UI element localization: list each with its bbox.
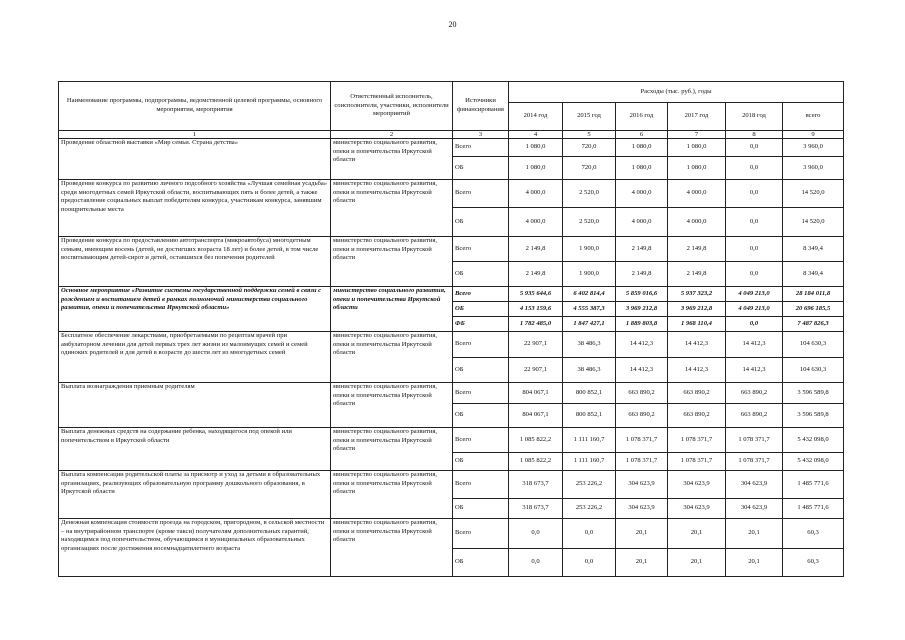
table-row [59, 237, 844, 262]
total-value: 7 487 826,3 [783, 317, 844, 332]
column-index: 4 [509, 131, 563, 139]
funding-source: ОБ [453, 157, 509, 180]
year-value: 4 000,0 [616, 180, 668, 208]
total-value: 1 485 771,6 [783, 471, 844, 499]
year-value: 2 149,8 [509, 237, 563, 262]
year-value: 800 852,1 [563, 383, 616, 404]
header-year: 2014 год [509, 103, 563, 131]
year-value: 14 412,3 [616, 358, 668, 383]
year-value: 2 149,8 [668, 237, 726, 262]
funding-source: Всего [453, 519, 509, 549]
year-value: 663 890,2 [726, 404, 783, 428]
year-value: 0,0 [726, 157, 783, 180]
year-value: 1 900,0 [563, 262, 616, 287]
year-value: 3 969 212,8 [668, 302, 726, 317]
funding-source: ОБ [453, 404, 509, 428]
total-value: 20 696 185,5 [783, 302, 844, 317]
column-index: 2 [331, 131, 453, 139]
year-value: 5 859 016,6 [616, 287, 668, 302]
responsible-executor: министерство социального развития, опеки и попечительства Иркутской области [331, 519, 453, 577]
year-value: 1 080,0 [509, 139, 563, 157]
year-value: 304 623,9 [726, 471, 783, 499]
year-value: 1 078 371,7 [668, 428, 726, 453]
year-value: 720,0 [563, 139, 616, 157]
year-value: 0,0 [563, 549, 616, 577]
responsible-executor: министерство социального развития, опеки и попечительства Иркутской области [331, 332, 453, 383]
year-value: 2 520,0 [563, 180, 616, 208]
budget-table [58, 81, 844, 577]
year-value: 1 968 110,4 [668, 317, 726, 332]
total-value: 60,3 [783, 549, 844, 577]
year-value: 20,1 [616, 519, 668, 549]
funding-source: ОБ [453, 453, 509, 471]
year-value: 4 153 159,6 [509, 302, 563, 317]
year-value: 663 890,2 [668, 404, 726, 428]
year-value: 253 226,2 [563, 471, 616, 499]
table-row [59, 519, 844, 549]
year-value: 14 412,3 [616, 332, 668, 358]
year-value: 304 623,9 [616, 499, 668, 519]
year-value: 0,0 [726, 208, 783, 237]
total-value: 3 960,0 [783, 139, 844, 157]
year-value: 3 969 212,8 [616, 302, 668, 317]
year-value: 663 890,2 [616, 404, 668, 428]
year-value: 4 000,0 [616, 208, 668, 237]
year-value: 14 412,3 [668, 332, 726, 358]
year-value: 0,0 [726, 180, 783, 208]
year-value: 804 067,1 [509, 383, 563, 404]
header-name: Наименование программы, подпрограммы, ведомственной целевой программы, основного мероприятия, мероприятия [59, 82, 331, 131]
funding-source: ОБ [453, 262, 509, 287]
year-value: 1 080,0 [616, 157, 668, 180]
column-index: 7 [668, 131, 726, 139]
column-index: 6 [616, 131, 668, 139]
activity-name: Проведение областной выставки «Мир семьи. Страна детства» [59, 139, 331, 180]
activity-name: Денежная компенсация стоимости проезда на городском, пригородном, в сельской местности – на внутрирайонном транспорте (кроме такси) получателям дополнительных гарантий, находящимся под попечительством, обучающимся в муниципальных образовательных организациях после достижения восемнадцатилетнего возраста [59, 519, 331, 577]
funding-source: Всего [453, 428, 509, 453]
year-value: 1 085 822,2 [509, 428, 563, 453]
column-index: 8 [726, 131, 783, 139]
funding-source: Всего [453, 287, 509, 302]
year-value: 1 078 371,7 [616, 453, 668, 471]
year-value: 4 000,0 [509, 208, 563, 237]
activity-name: Проведение конкурса по развитию личного подсобного хозяйства «Лучшая семейная усадьба» среди многодетных семей Иркутской области, воспитывающих пять и более детей, а также предоставление социальных выплат победителям конкурса, участникам конкурса, занявшим поощрительные места [59, 180, 331, 237]
year-value: 1 078 371,7 [616, 428, 668, 453]
year-value: 20,1 [668, 519, 726, 549]
total-value: 28 184 011,8 [783, 287, 844, 302]
year-value: 720,0 [563, 157, 616, 180]
column-index: 9 [783, 131, 844, 139]
page-number: 20 [448, 20, 457, 29]
table-row [59, 332, 844, 358]
activity-name: Бесплатное обеспечение лекарствами, приобретаемыми по рецептам врачей при амбулаторном лечении для детей первых трех лет жизни из малоимущих семей и семей одиноких родителей и для детей в возрасте до шести лет из многодетных семей [59, 332, 331, 383]
year-value: 0,0 [726, 237, 783, 262]
year-value: 4 555 387,3 [563, 302, 616, 317]
year-value: 5 935 644,6 [509, 287, 563, 302]
total-value: 60,3 [783, 519, 844, 549]
header-total: всего [783, 103, 844, 131]
responsible-executor: министерство социального развития, опеки и попечительства Иркутской области [331, 471, 453, 519]
table-row [59, 383, 844, 404]
year-value: 2 149,8 [509, 262, 563, 287]
year-value: 0,0 [726, 317, 783, 332]
year-value: 1 078 371,7 [726, 453, 783, 471]
column-index: 3 [453, 131, 509, 139]
total-value: 14 520,0 [783, 180, 844, 208]
funding-source: Всего [453, 332, 509, 358]
year-value: 304 623,9 [668, 471, 726, 499]
year-value: 4 000,0 [668, 180, 726, 208]
year-value: 4 049 213,0 [726, 287, 783, 302]
funding-source: ОБ [453, 549, 509, 577]
year-value: 22 907,1 [509, 358, 563, 383]
year-value: 14 412,3 [726, 358, 783, 383]
year-value: 2 520,0 [563, 208, 616, 237]
activity-name: Проведение конкурса по предоставлению автотранспорта (микроавтобуса) многодетным семьям, имеющим восемь (детей, не достигших возраста 18 лет) и более детей, в том числе воспитывающим детей-сирот и детей, оставшихся без попечения родителей [59, 237, 331, 287]
year-value: 5 937 323,2 [668, 287, 726, 302]
activity-name: Основное мероприятие «Развитие системы государственной поддержки семей в связи с рождением и воспитанием детей в рамках полномочий министерства социального развития, опеки и попечительства Иркутской области» [59, 287, 331, 332]
funding-source: Всего [453, 180, 509, 208]
funding-source: Всего [453, 383, 509, 404]
header-source: Источники финансирования [453, 82, 509, 131]
year-value: 0,0 [726, 139, 783, 157]
funding-source: ОБ [453, 358, 509, 383]
year-value: 1 078 371,7 [726, 428, 783, 453]
header-year: 2018 год [726, 103, 783, 131]
column-index-row [59, 131, 844, 139]
year-value: 2 149,8 [668, 262, 726, 287]
responsible-executor: министерство социального развития, опеки и попечительства Иркутской области [331, 180, 453, 237]
total-value: 5 432 098,0 [783, 453, 844, 471]
year-value: 663 890,2 [616, 383, 668, 404]
year-value: 318 673,7 [509, 499, 563, 519]
total-value: 8 349,4 [783, 237, 844, 262]
year-value: 663 890,2 [668, 383, 726, 404]
total-value: 14 520,0 [783, 208, 844, 237]
year-value: 0,0 [563, 519, 616, 549]
table-row [59, 471, 844, 499]
responsible-executor: министерство социального развития, опеки и попечительства Иркутской области [331, 287, 453, 332]
year-value: 20,1 [616, 549, 668, 577]
year-value: 1 080,0 [509, 157, 563, 180]
activity-name: Выплата вознаграждения приемным родителям [59, 383, 331, 428]
year-value: 4 000,0 [509, 180, 563, 208]
responsible-executor: министерство социального развития, опеки и попечительства Иркутской области [331, 428, 453, 471]
column-index: 1 [59, 131, 331, 139]
year-value: 304 623,9 [668, 499, 726, 519]
header-year: 2015 год [563, 103, 616, 131]
year-value: 0,0 [509, 549, 563, 577]
year-value: 0,0 [509, 519, 563, 549]
total-value: 3 596 589,8 [783, 404, 844, 428]
year-value: 304 623,9 [726, 499, 783, 519]
year-value: 0,0 [726, 262, 783, 287]
year-value: 38 486,3 [563, 358, 616, 383]
year-value: 22 907,1 [509, 332, 563, 358]
year-value: 1 085 822,2 [509, 453, 563, 471]
table-row [59, 139, 844, 157]
funding-source: ФБ [453, 317, 509, 332]
year-value: 1 782 485,0 [509, 317, 563, 332]
year-value: 2 149,8 [616, 237, 668, 262]
table-row [59, 287, 844, 302]
table-row [59, 180, 844, 208]
year-value: 304 623,9 [616, 471, 668, 499]
total-value: 3 960,0 [783, 157, 844, 180]
funding-source: ОБ [453, 208, 509, 237]
funding-source: ОБ [453, 499, 509, 519]
year-value: 1 080,0 [668, 139, 726, 157]
responsible-executor: министерство социального развития, опеки и попечительства Иркутской области [331, 139, 453, 180]
total-value: 104 630,3 [783, 332, 844, 358]
total-value: 5 432 098,0 [783, 428, 844, 453]
funding-source: ОБ [453, 302, 509, 317]
funding-source: Всего [453, 139, 509, 157]
year-value: 6 402 814,4 [563, 287, 616, 302]
header-expenses: Расходы (тыс. руб.), годы [509, 82, 844, 103]
year-value: 2 149,8 [616, 262, 668, 287]
total-value: 8 349,4 [783, 262, 844, 287]
year-value: 1 080,0 [616, 139, 668, 157]
year-value: 1 889 803,8 [616, 317, 668, 332]
year-value: 1 900,0 [563, 237, 616, 262]
header-year: 2017 год [668, 103, 726, 131]
activity-name: Выплата компенсации родительской платы за присмотр и уход за детьми в образовательных организациях, реализующих образовательную программу дошкольного образования, в Иркутской области [59, 471, 331, 519]
funding-source: Всего [453, 237, 509, 262]
responsible-executor: министерство социального развития, опеки и попечительства Иркутской области [331, 237, 453, 287]
year-value: 253 226,2 [563, 499, 616, 519]
year-value: 38 486,3 [563, 332, 616, 358]
activity-name: Выплата денежных средств на содержание ребенка, находящегося под опекой или попечительством в Иркутской области [59, 428, 331, 471]
table-row [59, 428, 844, 453]
total-value: 104 630,3 [783, 358, 844, 383]
year-value: 663 890,2 [726, 383, 783, 404]
header-responsible: Ответственный исполнитель, соисполнители, участники, исполнители мероприятий [331, 82, 453, 131]
total-value: 3 596 589,8 [783, 383, 844, 404]
year-value: 804 067,1 [509, 404, 563, 428]
year-value: 14 412,3 [726, 332, 783, 358]
total-value: 1 485 771,6 [783, 499, 844, 519]
year-value: 1 847 427,1 [563, 317, 616, 332]
year-value: 20,1 [668, 549, 726, 577]
header-year: 2016 год [616, 103, 668, 131]
year-value: 20,1 [726, 519, 783, 549]
year-value: 800 852,1 [563, 404, 616, 428]
year-value: 14 412,3 [668, 358, 726, 383]
funding-source: Всего [453, 471, 509, 499]
year-value: 318 673,7 [509, 471, 563, 499]
year-value: 4 000,0 [668, 208, 726, 237]
year-value: 1 080,0 [668, 157, 726, 180]
column-index: 5 [563, 131, 616, 139]
year-value: 20,1 [726, 549, 783, 577]
year-value: 4 049 213,0 [726, 302, 783, 317]
year-value: 1 111 160,7 [563, 428, 616, 453]
responsible-executor: министерство социального развития, опеки и попечительства Иркутской области [331, 383, 453, 428]
year-value: 1 078 371,7 [668, 453, 726, 471]
year-value: 1 111 160,7 [563, 453, 616, 471]
